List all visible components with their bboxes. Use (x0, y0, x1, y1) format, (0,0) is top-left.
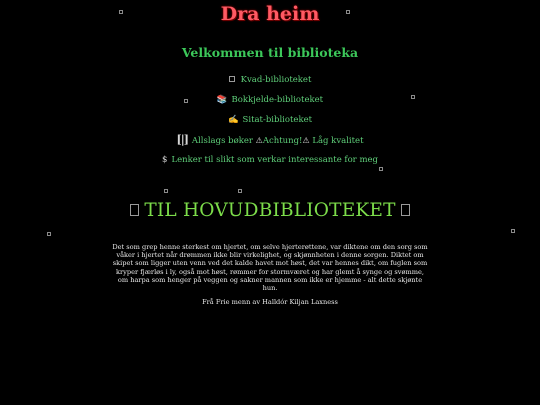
quote-block (110, 243, 430, 306)
nav-item-lenker[interactable] (0, 153, 540, 173)
quote-source: Frå Frie menn av Halldór Kiljan Laxness (202, 298, 338, 307)
library-nav (0, 73, 540, 173)
star-decoration (511, 229, 515, 233)
star-decoration (47, 232, 51, 236)
nav-item-label: Allslags bøker (191, 136, 253, 146)
bracket-box-icon: [|] (176, 133, 188, 146)
writing-hand-icon: ✍ (227, 115, 239, 125)
nav-item-allslags-boker[interactable] (0, 133, 540, 153)
nav-item-label: Lenker til slikt som verkar interessante for meg (171, 155, 378, 165)
star-decoration (164, 189, 168, 193)
small-box-icon (229, 76, 235, 82)
nav-item-sitat-biblioteket[interactable] (0, 113, 540, 133)
nav-item-label: Bokkjelde-biblioteket (231, 95, 324, 105)
quote-text: Det som grep henne sterkest om hjertet, om selve hjerterøttene, var diktene om den sorg som våker i hjertet når drømmen ikke blir virkelighet, og skjønnheten i denne sorgen. Diktet om skipet som ligger uten venn ved det kalde havet mot høst, det var hennes dikt, om fuglen som kryper fjærløs i ly, også mot høst, rømmer for stormværet og har glemt å synge og svømme, om harpa som henger på veggen og sakner mannen som ikke er hjemme - alt dette skjønte hun. (112, 243, 428, 293)
star-decoration (238, 189, 242, 193)
nav-item-label: Kvad-biblioteket (240, 75, 312, 85)
warning-icon: ⚠ (255, 136, 263, 145)
main-library-link[interactable] (0, 200, 540, 221)
nav-item-warning-label: Achtung! (262, 136, 303, 146)
nav-item-quality-label: Låg kvalitet (312, 136, 364, 146)
main-library-link-label: TIL HOVUDBIBLIOTEKET (144, 200, 396, 221)
dollar-icon: $ (162, 155, 168, 165)
nav-item-bokkjelde-biblioteket[interactable] (0, 93, 540, 113)
box-icon (130, 204, 139, 216)
site-title: Dra heim (220, 3, 320, 25)
warning-icon: ⚠ (302, 136, 310, 145)
box-icon (401, 204, 410, 216)
nav-item-label: Sitat-biblioteket (242, 115, 313, 125)
books-icon: 📚 (216, 95, 228, 105)
nav-item-kvad-biblioteket[interactable] (0, 73, 540, 93)
welcome-heading: Velkommen til biblioteka (181, 45, 359, 60)
